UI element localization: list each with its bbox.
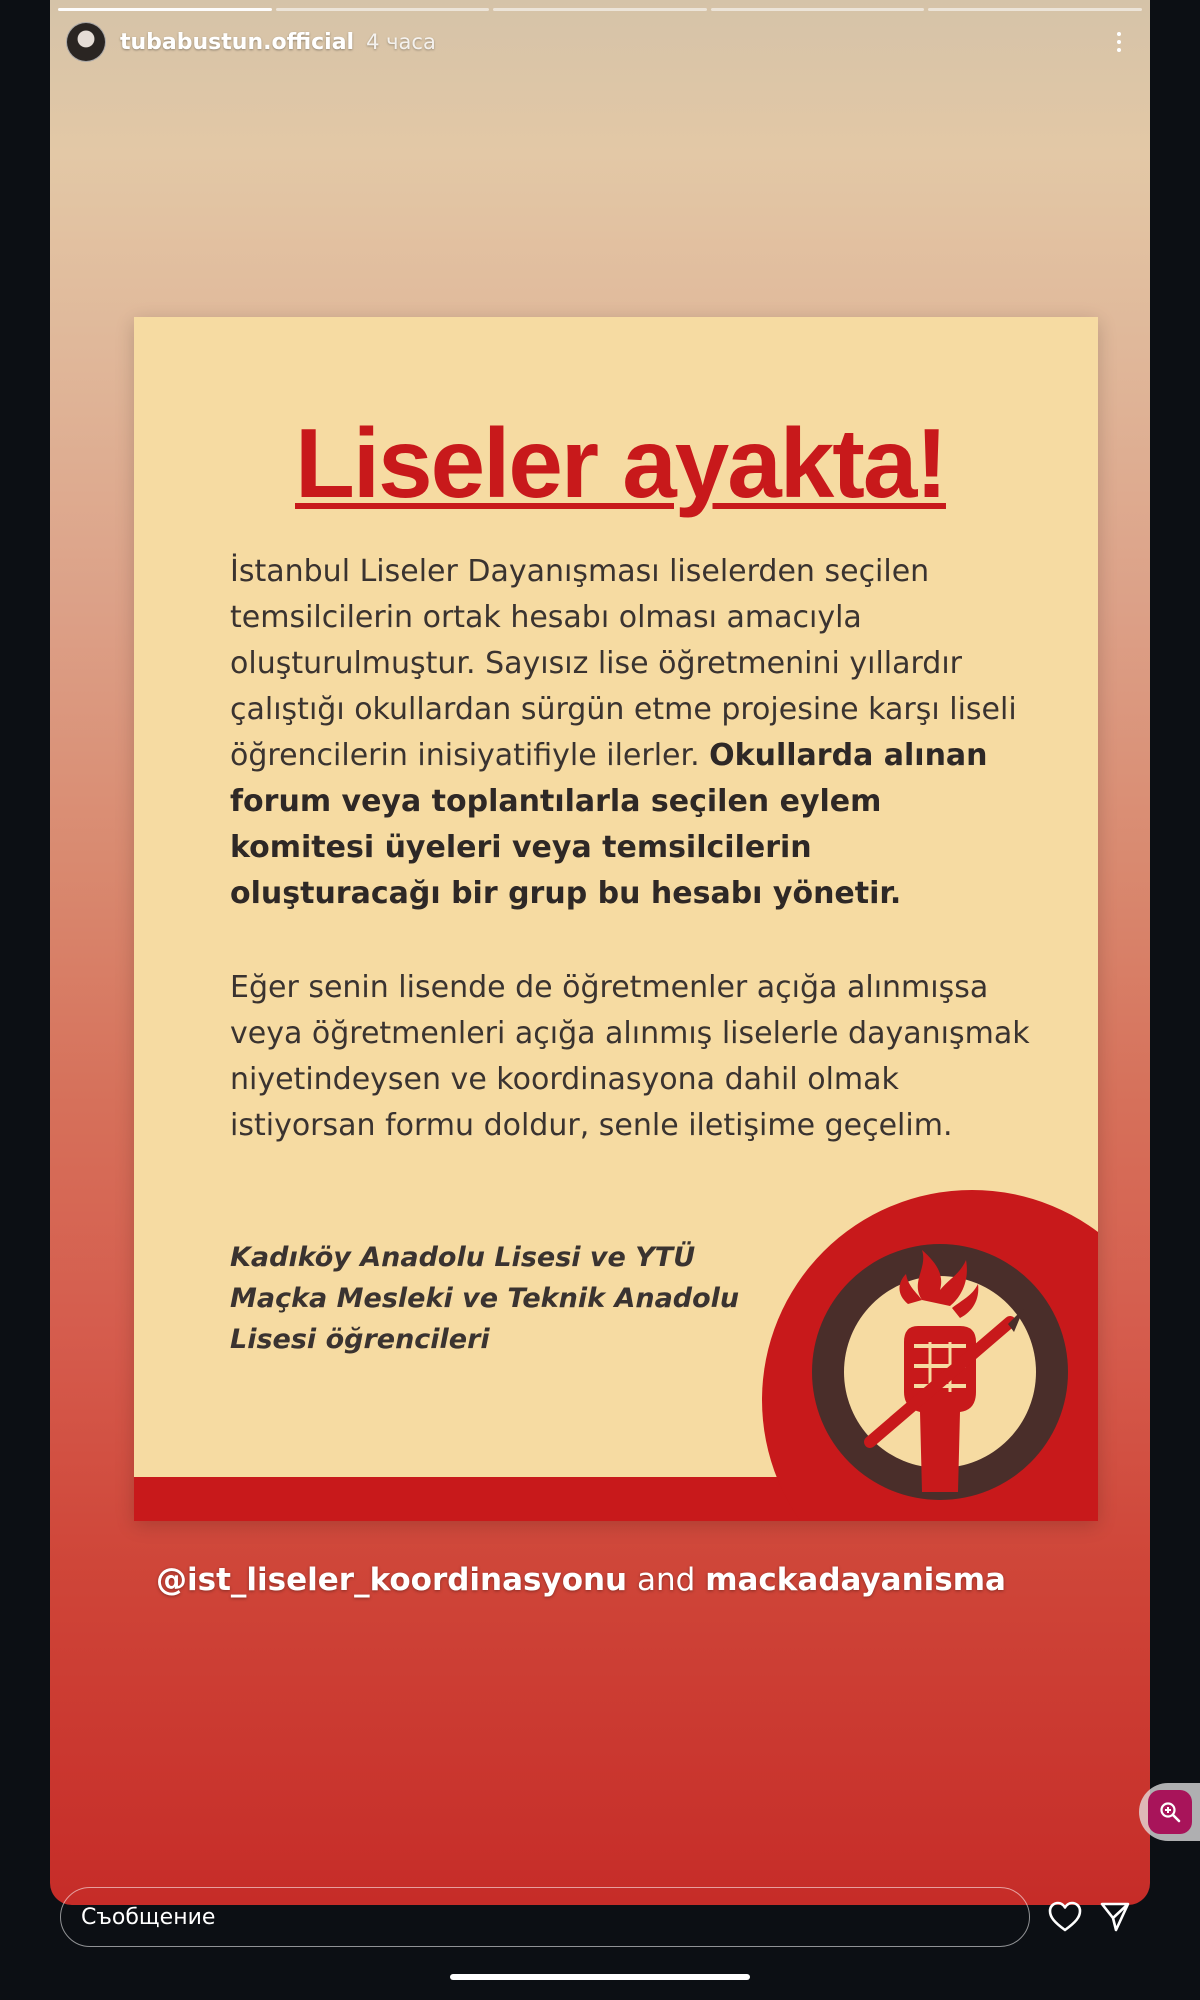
signature-line: Maçka Mesleki ve Teknik Anadolu — [230, 1283, 740, 1314]
card-paragraph-1 — [230, 549, 1030, 917]
like-button[interactable] — [1045, 1897, 1085, 1937]
signature-line: Kadıköy Anadolu Lisesi ve YTÜ — [230, 1242, 696, 1273]
progress-segment — [711, 8, 925, 11]
progress-segment — [493, 8, 707, 11]
card-signature — [230, 1237, 770, 1360]
message-input[interactable]: Съобщение — [60, 1887, 1030, 1947]
username[interactable]: tubabustun.official — [120, 29, 355, 55]
story-reply-bar — [50, 1880, 1150, 1955]
paragraph-1-text: İstanbul Liseler Dayanışması liselerden seçilen temsilcilerin ortak hesabı olması amacıyla oluşturulmuştur. Sayısız lise öğretmenini yıllardır çalıştığı okullardan sürgün etme projesine karşı liseli öğrencilerin inisiyatifiyle ilerler. — [230, 554, 1017, 773]
story-mentions — [156, 1562, 1006, 1598]
progress-segment — [928, 8, 1142, 11]
heart-icon — [1048, 1901, 1082, 1933]
send-icon — [1099, 1901, 1131, 1933]
home-indicator[interactable] — [450, 1974, 750, 1980]
progress-segment — [58, 8, 272, 11]
progress-segment — [276, 8, 490, 11]
post-time: 4 часа — [366, 30, 436, 54]
story-progress-bar — [58, 8, 1142, 11]
story-image-card — [134, 317, 1098, 1521]
mention-link[interactable]: @ist_liseler_koordinasyonu — [156, 1562, 628, 1598]
card-title: Liseler ayakta! — [295, 408, 946, 518]
mention-joiner: and — [637, 1562, 696, 1598]
zoom-in-icon — [1159, 1801, 1181, 1823]
avatar[interactable] — [66, 22, 106, 62]
fist-pencil-flame-icon — [810, 1242, 1070, 1502]
send-button[interactable] — [1095, 1897, 1135, 1937]
more-options-icon[interactable] — [1104, 27, 1134, 57]
zoom-in-button[interactable] — [1148, 1790, 1192, 1834]
paragraph-1-bold-text: Okullarda alınan forum veya toplantılarla seçilen eylem komitesi üyeleri veya temsilcilerin oluşturacağı bir grup bu hesabı yönetir. — [230, 738, 988, 911]
story-header — [66, 20, 1134, 64]
story-viewer[interactable] — [50, 0, 1150, 1905]
signature-line: Lisesi öğrencileri — [230, 1324, 490, 1355]
card-paragraph-2: Eğer senin lisende de öğretmenler açığa alınmışsa veya öğretmenleri açığa alınmış liselerle dayanışmak niyetindeysen ve koordinasyona dahil olmak istiyorsan formu doldur, senle iletişime geçelim. — [230, 970, 1030, 1143]
mention-link[interactable]: mackadayanisma — [705, 1562, 1006, 1598]
